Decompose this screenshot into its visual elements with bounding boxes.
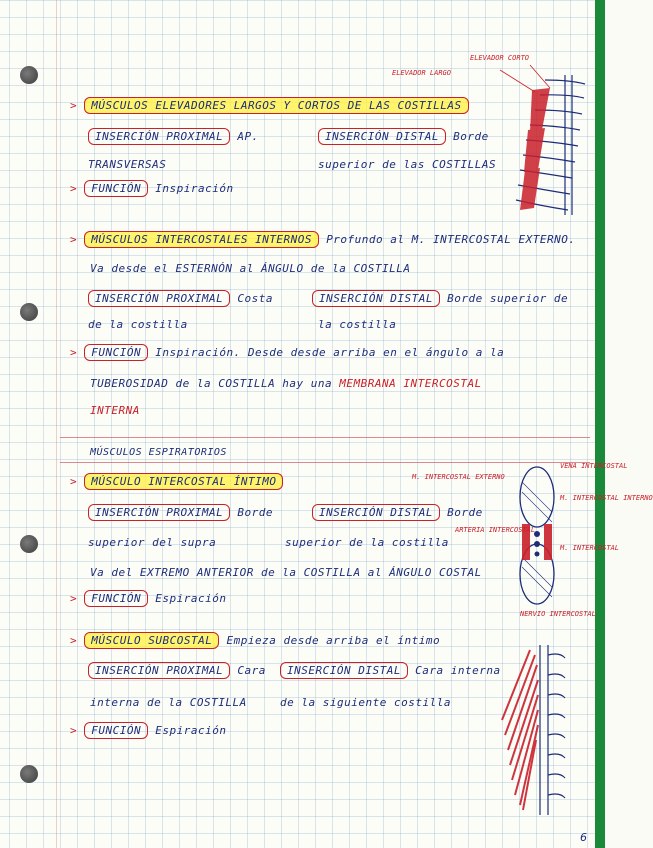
text-line xyxy=(280,664,501,677)
text-line: la costilla xyxy=(318,318,397,331)
section-title: > MÚSCULO INTERCOSTAL ÍNTIMO xyxy=(70,475,283,488)
text-line: TRANSVERSAS xyxy=(88,158,167,171)
label-box: INSERCIÓN PROXIMAL xyxy=(88,128,230,145)
levator-costarum-figure xyxy=(490,70,590,220)
figure-label: VENA INTERCOSTAL xyxy=(560,462,628,470)
text-span: Cara xyxy=(237,664,266,677)
text-line xyxy=(90,377,482,390)
text-span: Costa xyxy=(237,292,273,305)
text-span: TUBEROSIDAD de la COSTILLA hay una xyxy=(90,377,333,390)
text-span: Borde xyxy=(237,506,273,519)
text-span: Borde xyxy=(447,506,483,519)
page-number: 6 xyxy=(580,831,587,844)
section-title: > MÚSCULO SUBCOSTAL Empieza desde arriba el íntimo xyxy=(70,634,441,647)
label-box: INSERCIÓN DISTAL xyxy=(318,128,446,145)
intercostal-section-figure xyxy=(510,462,565,612)
text-span: Borde superior de xyxy=(447,292,569,305)
text-line: de la costilla xyxy=(88,318,188,331)
label-box: FUNCIÓN xyxy=(84,590,148,607)
text-span: AP. xyxy=(237,130,259,143)
section-title-text: MÚSCULOS INTERCOSTALES INTERNOS xyxy=(84,231,319,248)
label-box: INSERCIÓN PROXIMAL xyxy=(88,504,230,521)
function-line: > FUNCIÓN Inspiración. Desde desde arriba en el ángulo a la xyxy=(70,346,505,359)
function-line: > FUNCIÓN Espiración xyxy=(70,724,227,737)
text-line xyxy=(88,292,273,305)
function-line: > FUNCIÓN Inspiración xyxy=(70,182,234,195)
text-span: MEMBRANA INTERCOSTAL xyxy=(339,377,482,390)
label-box: INSERCIÓN DISTAL xyxy=(312,504,440,521)
figure-label: M. INTERCOSTAL INTERNO xyxy=(560,494,653,502)
label-box: FUNCIÓN xyxy=(84,180,148,197)
text-span: Empieza desde arriba el íntimo xyxy=(226,634,441,647)
text-line: Va del EXTREMO ANTERIOR de la COSTILLA al ÁNGULO COSTAL xyxy=(90,566,482,579)
label-box: INSERCIÓN DISTAL xyxy=(312,290,440,307)
function-line: > FUNCIÓN Espiración xyxy=(70,592,227,605)
text-line: de la siguiente costilla xyxy=(280,696,451,709)
binder-hole xyxy=(20,303,38,321)
subcostal-figure xyxy=(490,640,570,820)
section-title: > MÚSCULOS INTERCOSTALES INTERNOS Profundo al M. INTERCOSTAL EXTERNO. xyxy=(70,233,576,246)
text-line xyxy=(318,130,489,143)
text-line xyxy=(88,506,273,519)
figure-label: ARTERIA INTERCOSTAL xyxy=(455,526,536,534)
text-span: Espiración xyxy=(155,592,227,605)
text-line: INTERNA xyxy=(90,404,140,417)
page-edge xyxy=(595,0,605,848)
text-line xyxy=(312,292,568,305)
text-line xyxy=(88,130,259,143)
section-title-text: MÚSCULO SUBCOSTAL xyxy=(84,632,219,649)
section-header: MÚSCULOS ESPIRATORIOS xyxy=(90,447,227,458)
label-box: INSERCIÓN DISTAL xyxy=(280,662,408,679)
text-line: superior de las COSTILLAS xyxy=(318,158,497,171)
separator-line xyxy=(60,437,590,438)
text-line xyxy=(312,506,483,519)
text-line: superior del supra xyxy=(88,536,217,549)
section-title-text: MÚSCULOS ELEVADORES LARGOS Y CORTOS DE LAS COSTILLAS xyxy=(84,97,468,114)
text-span: Espiración xyxy=(155,724,227,737)
label-box: INSERCIÓN PROXIMAL xyxy=(88,290,230,307)
label-box: FUNCIÓN xyxy=(84,344,148,361)
figure-label: ELEVADOR LARGO xyxy=(392,69,452,77)
text-span: Inspiración. Desde desde arriba en el ángulo a la xyxy=(155,346,505,359)
text-span: Borde xyxy=(453,130,489,143)
text-line xyxy=(88,664,266,677)
binder-hole xyxy=(20,535,38,553)
figure-label: NERVIO INTERCOSTAL xyxy=(520,610,596,618)
binder-hole xyxy=(20,66,38,84)
figure-label: M. INTERCOSTAL EXTERNO xyxy=(412,473,505,481)
text-line: Va desde el ESTERNÓN al ÁNGULO de la COSTILLA xyxy=(90,262,411,275)
section-title-text: MÚSCULO INTERCOSTAL ÍNTIMO xyxy=(84,473,283,490)
text-span: Cara interna xyxy=(415,664,501,677)
text-line: superior de la costilla xyxy=(285,536,449,549)
figure-label: ELEVADOR CORTO xyxy=(470,54,530,62)
figure-label: M. INTERCOSTAL xyxy=(560,544,620,552)
text-span: Profundo al M. INTERCOSTAL EXTERNO. xyxy=(326,233,576,246)
text-line: interna de la COSTILLA xyxy=(90,696,247,709)
label-box: INSERCIÓN PROXIMAL xyxy=(88,662,230,679)
margin-line xyxy=(56,0,57,848)
binder-hole xyxy=(20,765,38,783)
label-box: FUNCIÓN xyxy=(84,722,148,739)
text-span: Inspiración xyxy=(155,182,234,195)
section-title: > MÚSCULOS ELEVADORES LARGOS Y CORTOS DE LAS COSTILLAS xyxy=(70,99,469,112)
